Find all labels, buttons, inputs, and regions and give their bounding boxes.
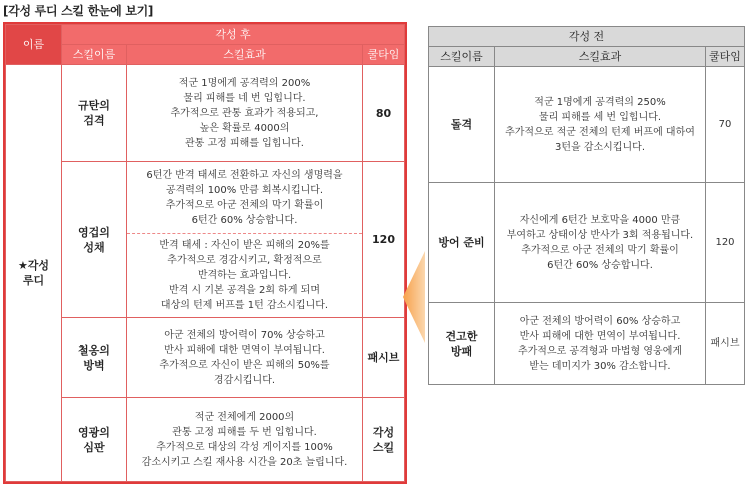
skill-name: 영광의 심판 [62,398,127,482]
col-skill-effect: 스킬효과 [495,47,706,67]
skill-effect: 적군 전체에게 2000의 관통 고정 피해를 두 번 입힙니다. 추가적으로 대상의 각성 게이지를 100% 감소시키고 스킬 재사용 시간을 20초 늘립니다. [127,398,363,482]
skill-effect: 적군 1명에게 공격력의 200% 물리 피해를 네 번 입힙니다. 추가적으로 관통 효과가 적용되고, 높은 확률로 4000의 관통 고정 피해를 입힙니다. [127,65,363,162]
col-skill-name: 스킬이름 [429,47,495,67]
skill-effect: 아군 전체의 방어력이 70% 상승하고 반사 피해에 대한 면역이 부여됩니다. 추가적으로 자신이 받은 피해의 50%를 경감시킵니다. [127,318,363,398]
skill-name: 규탄의 검격 [62,65,127,162]
skill-effect: 자신에게 6턴간 보호막을 4000 만큼 부여하고 상태이상 반사가 3회 적용됩니다. 추가적으로 아군 전체의 막기 확률이 6턴간 60% 상승합니다. [495,183,706,303]
skill-cooldown: 패시브 [706,303,745,385]
header-before: 각성 전 [429,27,745,47]
awakened-skill-table [5,24,405,482]
skill-effect-detail: 반격 태세 : 자신이 받은 피해의 20%를 추가적으로 경감시키고, 확정적으로 반격하는 효과입니다. 반격 시 기본 공격을 2회 하게 되며 대상의 턴제 버프를 1턴 감소시킵니다. [127,234,363,318]
col-cooldown: 쿨타임 [706,47,745,67]
skill-name: 방어 준비 [429,183,495,303]
skill-name: 철옹의 방벽 [62,318,127,398]
skill-cooldown: 120 [706,183,745,303]
page-title: [각성 루디 스킬 한눈에 보기] [3,4,154,18]
col-skill-effect: 스킬효과 [127,45,363,65]
skill-effect: 6턴간 반격 태세로 전환하고 자신의 생명력을 공격력의 100% 만큼 회복시킵니다. 추가적으로 아군 전체의 막기 확률이 6턴간 60% 상승합니다. [127,162,363,234]
skill-effect: 아군 전체의 방어력이 60% 상승하고 반사 피해에 대한 면역이 부여됩니다. 추가적으로 공격형과 마법형 영웅에게 받는 데미지가 30% 감소합니다. [495,303,706,385]
pre-awakening-skill-table [428,26,745,385]
col-skill-name: 스킬이름 [62,45,127,65]
skill-cooldown: 120 [363,162,405,318]
skill-cooldown: 70 [706,67,745,183]
arrow-left-icon [403,251,425,343]
skill-name: 돌격 [429,67,495,183]
skill-name: 영겁의 성채 [62,162,127,318]
skill-cooldown: 각성 스킬 [363,398,405,482]
skill-cooldown: 80 [363,65,405,162]
skill-cooldown: 패시브 [363,318,405,398]
col-cooldown: 쿨타임 [363,45,405,65]
skill-name: 견고한 방패 [429,303,495,385]
header-after: 각성 후 [62,25,405,45]
skill-effect: 적군 1명에게 공격력의 250% 물리 피해를 세 번 입힙니다. 추가적으로 적군 전체의 턴제 버프에 대하여 3턴을 감소시킵니다. [495,67,706,183]
header-name: 이름 [6,25,62,65]
character-name: ★각성 루디 [6,65,62,482]
